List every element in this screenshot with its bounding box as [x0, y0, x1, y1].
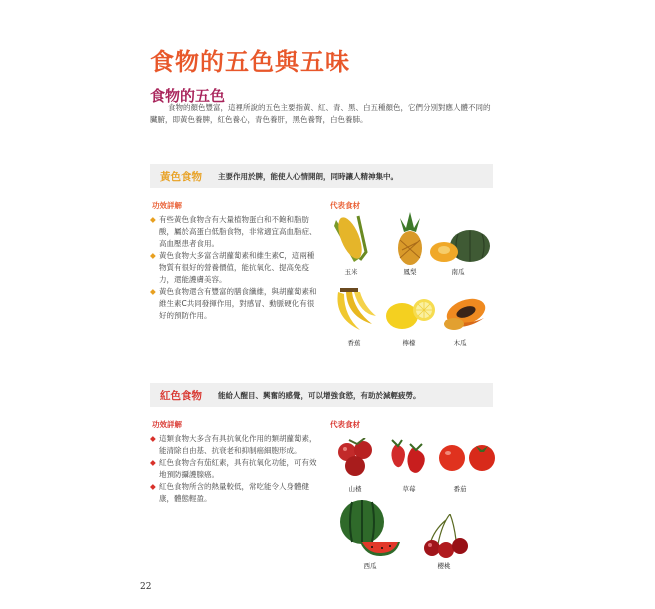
strawberry-image [386, 436, 432, 480]
bullet-item: ◆ 紅色食物含有茄紅素，具有抗氧化功能，可有效地預防攝護腺癌。 [150, 458, 317, 479]
intro-paragraph: 食物的顏色豐富，這裡所說的五色主要指黃、紅、青、黑、白五種顏色，它們分別對應人體不同的臟腑，即黃色養脾，紅色養心，青色養肝，黑色養腎，白色養肺。 [150, 103, 491, 124]
corn-image [330, 212, 370, 264]
section-title: 食物的五色 [150, 87, 226, 105]
bullet-item: ◆ 這類食物大多含有具抗氧化作用的類胡蘿蔔素，能清除自由基、抗衰老和抑制癌細胞形成。 [150, 434, 317, 455]
food-label-lemon: 檸檬 [402, 339, 416, 347]
food-label-corn: 玉米 [344, 268, 358, 276]
red-food-description: 能給人醒目、興奮的感覺，可以增強食慾，有助於減輕疲勞。 [218, 391, 421, 400]
bullet-item: ◆ 有些黃色食物含有大量植物蛋白和不飽和脂肪酸，屬於高蛋白低脂食物，非常適宜高血脂症、高血壓患者食用。 [150, 215, 317, 248]
banana-image [330, 288, 378, 334]
yellow-effect-label: 功效詳解 [152, 201, 182, 210]
yellow-food-heading: 黃色食物 [160, 171, 202, 183]
yellow-foods-label: 代表食材 [330, 201, 360, 210]
page-title: 食物的五色與五味 [150, 48, 350, 76]
food-label-hawthorn: 山楂 [348, 485, 362, 493]
food-label-pumpkin: 南瓜 [451, 268, 465, 276]
lemon-image [384, 296, 436, 332]
tomato-image [438, 440, 498, 476]
red-food-heading: 紅色食物 [160, 390, 202, 402]
bullet-item: ◆ 紅色食物所含的熱量較低，常吃能令人身體健康，體態輕盈。 [150, 482, 309, 503]
red-effect-label: 功效詳解 [152, 420, 182, 429]
food-label-banana: 香蕉 [347, 339, 361, 347]
pineapple-image [392, 212, 428, 266]
food-label-cherry: 櫻桃 [437, 562, 451, 570]
hawthorn-image [335, 438, 377, 478]
papaya-image [438, 294, 488, 334]
food-label-tomato: 番茄 [453, 485, 467, 493]
yellow-food-band [150, 164, 493, 188]
cherry-image [420, 514, 470, 558]
watermelon-image [338, 498, 402, 556]
food-label-pineapple: 鳳梨 [403, 268, 417, 276]
yellow-food-description: 主要作用於脾，能使人心情開朗，同時讓人精神集中。 [218, 172, 398, 181]
red-food-band [150, 383, 493, 407]
food-label-watermelon: 西瓜 [363, 562, 377, 570]
food-label-papaya: 木瓜 [453, 339, 467, 347]
yellow-bullet-list [150, 214, 318, 322]
bullet-item: ◆ 黃色食物還含有豐富的膳食纖維，與胡蘿蔔素和維生素C共同發揮作用，對感冒、動脈硬化有很好的預防作用。 [150, 287, 317, 320]
food-label-strawberry: 草莓 [402, 485, 416, 493]
red-foods-label: 代表食材 [330, 420, 360, 429]
red-bullet-list [150, 433, 318, 505]
pumpkin-image [428, 228, 492, 264]
bullet-item: ◆ 黃色食物大多富含胡蘿蔔素和維生素C，這兩種物質有很好的營養價值，能抗氧化、提高免疫力，還能護膚美容。 [150, 251, 315, 284]
page-number: 22 [140, 582, 152, 592]
